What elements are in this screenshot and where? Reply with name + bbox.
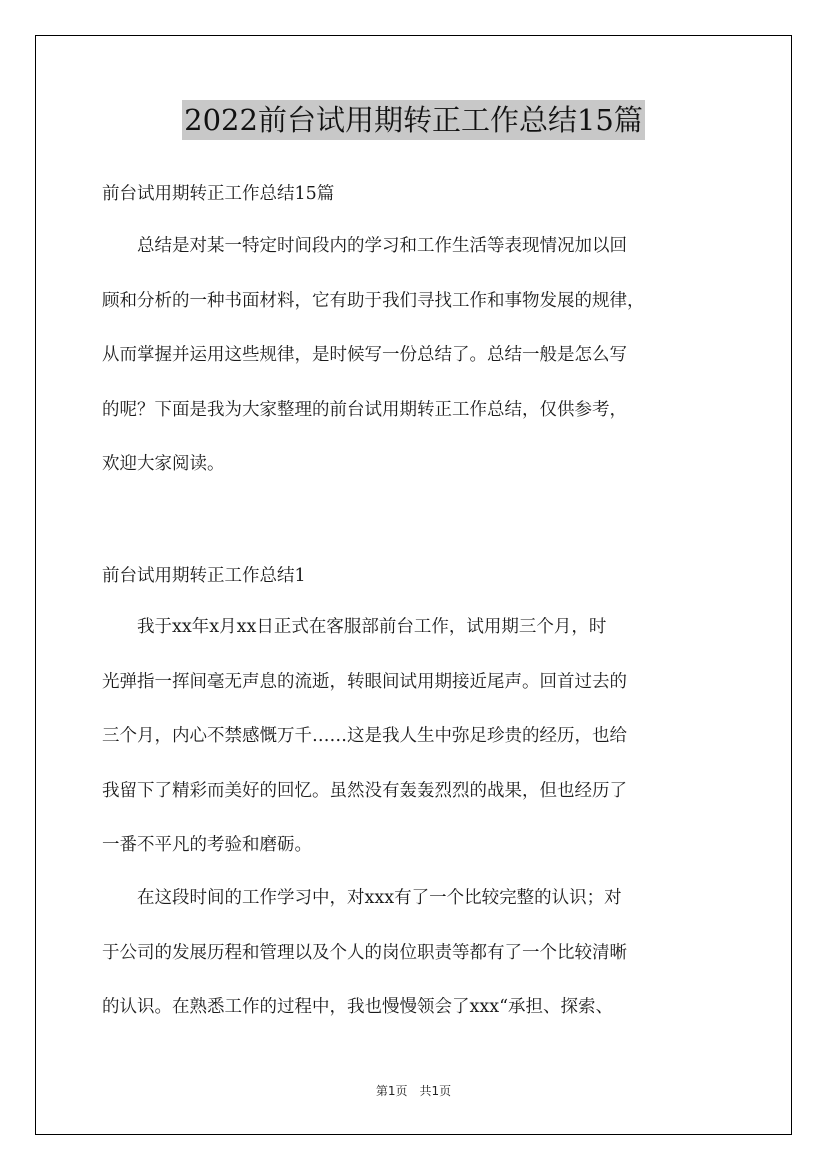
paragraph-line: 在这段时间的工作学习中，对xxx有了一个比较完整的认识；对 bbox=[102, 888, 622, 908]
section1-paragraph-1 bbox=[102, 600, 732, 873]
paragraph-line: 于公司的发展历程和管理以及个人的岗位职责等都有了一个比较清晰 bbox=[102, 942, 627, 963]
page-footer: 第1页 共1页 bbox=[375, 1084, 452, 1098]
paragraph-line: 的认识。在熟悉工作的过程中，我也慢慢领会了xxx“承担、探索、 bbox=[102, 997, 614, 1017]
paragraph-line: 光弹指一挥间毫无声息的流逝，转眼间试用期接近尾声。回首过去的 bbox=[102, 671, 627, 692]
intro-line: 总结是对某一特定时间段内的学习和工作生活等表现情况加以回 bbox=[102, 236, 627, 256]
document-title: 2022前台试用期转正工作总结15篇 bbox=[182, 100, 645, 140]
document-subtitle: 前台试用期转正工作总结15篇 bbox=[102, 184, 335, 204]
intro-paragraph bbox=[102, 219, 732, 492]
title-wrapper bbox=[0, 100, 827, 140]
paragraph-line: 我于xx年x月xx日正式在客服部前台工作，试用期三个月，时 bbox=[102, 617, 607, 637]
paragraph-line: 一番不平凡的考验和磨砺。 bbox=[102, 835, 312, 855]
intro-line: 的呢？下面是我为大家整理的前台试用期转正工作总结，仅供参考， bbox=[102, 399, 627, 420]
intro-line: 从而掌握并运用这些规律，是时候写一份总结了。总结一般是怎么写 bbox=[102, 345, 627, 365]
section-heading: 前台试用期转正工作总结1 bbox=[102, 566, 306, 586]
intro-line: 欢迎大家阅读。 bbox=[102, 454, 225, 474]
paragraph-line: 三个月，内心不禁感慨万千……这是我人生中弥足珍贵的经历，也给 bbox=[102, 726, 627, 746]
intro-line: 顾和分析的一种书面材料，它有助于我们寻找工作和事物发展的规律， bbox=[102, 290, 645, 311]
paragraph-line: 我留下了精彩而美好的回忆。虽然没有轰轰烈烈的战果，但也经历了 bbox=[102, 780, 627, 801]
section1-paragraph-2 bbox=[102, 871, 732, 1035]
